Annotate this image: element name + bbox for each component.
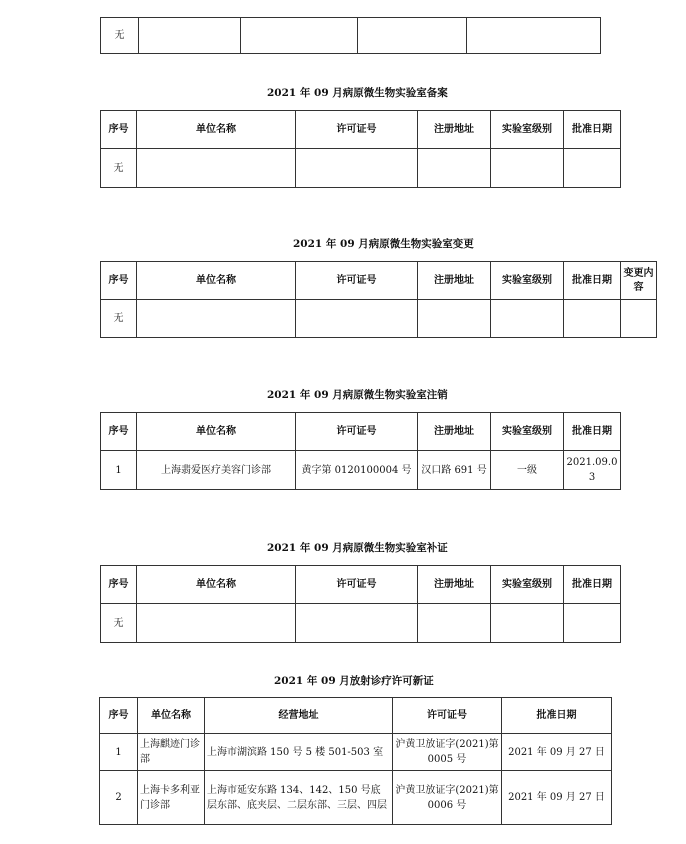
table-header-row <box>101 111 621 149</box>
header-cell: 实验室级别 <box>491 413 564 451</box>
section-title-radiation: 2021 年 09 月放射诊疗许可新证 <box>274 675 434 687</box>
table-header-row <box>101 566 621 604</box>
table-cell: 1 <box>100 734 138 771</box>
table-cell: 1 <box>101 451 137 490</box>
cancel-table <box>100 412 621 490</box>
table-cell <box>564 300 621 338</box>
header-cell: 许可证号 <box>296 262 418 300</box>
table-cell: 汉口路 691 号 <box>418 451 491 490</box>
section-title-change: 2021 年 09 月病原微生物实验室变更 <box>293 238 474 250</box>
header-cell: 经营地址 <box>205 698 393 734</box>
table-cell: 2 <box>100 771 138 825</box>
header-cell: 序号 <box>100 698 138 734</box>
header-cell: 实验室级别 <box>491 111 564 149</box>
table-cell: 上海麒迹门诊部 <box>138 734 205 771</box>
header-cell: 注册地址 <box>418 566 491 604</box>
table-cell <box>296 300 418 338</box>
section-title-cancel: 2021 年 09 月病原微生物实验室注销 <box>267 389 448 401</box>
table-header-row <box>100 698 612 734</box>
table-row <box>101 451 621 490</box>
table-cell <box>418 149 491 188</box>
section-title-reissue: 2021 年 09 月病原微生物实验室补证 <box>267 542 448 554</box>
table-header-row <box>101 413 621 451</box>
table-cell <box>491 300 564 338</box>
table-cell <box>564 149 621 188</box>
table-cell: 一级 <box>491 451 564 490</box>
header-cell: 单位名称 <box>137 262 296 300</box>
header-cell: 序号 <box>101 566 137 604</box>
header-cell: 单位名称 <box>138 698 205 734</box>
table-cell <box>137 604 296 643</box>
header-cell: 批准日期 <box>564 413 621 451</box>
header-cell: 批准日期 <box>564 262 621 300</box>
table-cell: 上海市湖滨路 150 号 5 楼 501-503 室 <box>205 734 393 771</box>
table-cell <box>418 604 491 643</box>
table-cell: 沪黄卫放证字(2021)第 0006 号 <box>393 771 502 825</box>
header-cell: 单位名称 <box>137 413 296 451</box>
table-row <box>101 149 621 188</box>
table-row <box>101 18 601 54</box>
header-cell: 实验室级别 <box>491 566 564 604</box>
table-cell <box>467 18 601 54</box>
header-cell: 许可证号 <box>393 698 502 734</box>
header-cell: 批准日期 <box>564 111 621 149</box>
table-cell <box>296 604 418 643</box>
section-title-filing: 2021 年 09 月病原微生物实验室备案 <box>267 87 448 99</box>
table-row <box>101 604 621 643</box>
header-cell: 注册地址 <box>418 111 491 149</box>
table-cell <box>296 149 418 188</box>
table-row <box>100 734 612 771</box>
table-cell: 沪黄卫放证字(2021)第 0005 号 <box>393 734 502 771</box>
change-table <box>100 261 657 338</box>
header-cell: 许可证号 <box>296 413 418 451</box>
table-cell <box>564 604 621 643</box>
table-cell <box>358 18 467 54</box>
table-cell: 2021 年 09 月 27 日 <box>502 734 612 771</box>
radiation-table <box>99 697 612 825</box>
table-cell: 上海市延安东路 134、142、150 号底层东部、底夹层、二层东部、三层、四层 <box>205 771 393 825</box>
table-cell: 2021.09.03 <box>564 451 621 490</box>
table-cell: 无 <box>101 18 139 54</box>
header-cell: 序号 <box>101 413 137 451</box>
table-cell: 上海翡爱医疗美容门诊部 <box>137 451 296 490</box>
table-cell: 黄字第 0120100004 号 <box>296 451 418 490</box>
table-cell <box>137 300 296 338</box>
header-cell: 许可证号 <box>296 111 418 149</box>
table-cell <box>139 18 241 54</box>
header-cell: 注册地址 <box>418 262 491 300</box>
table-row <box>100 771 612 825</box>
table-row <box>101 300 657 338</box>
header-cell-change-content: 变更内容 <box>621 262 657 300</box>
reissue-table <box>100 565 621 643</box>
table-cell <box>418 300 491 338</box>
table-cell: 2021 年 09 月 27 日 <box>502 771 612 825</box>
header-cell: 实验室级别 <box>491 262 564 300</box>
header-cell: 批准日期 <box>564 566 621 604</box>
table-cell <box>491 604 564 643</box>
header-cell: 注册地址 <box>418 413 491 451</box>
table-cell <box>621 300 657 338</box>
table-header-row <box>101 262 657 300</box>
table-cell <box>491 149 564 188</box>
header-cell: 许可证号 <box>296 566 418 604</box>
table-cell: 无 <box>101 149 137 188</box>
table-cell: 上海卡多利亚门诊部 <box>138 771 205 825</box>
header-cell: 单位名称 <box>137 566 296 604</box>
header-cell: 序号 <box>101 111 137 149</box>
table-cell <box>241 18 358 54</box>
header-cell: 批准日期 <box>502 698 612 734</box>
header-cell: 单位名称 <box>137 111 296 149</box>
filing-table <box>100 110 621 188</box>
table-cell: 无 <box>101 300 137 338</box>
header-cell: 序号 <box>101 262 137 300</box>
table-cell: 无 <box>101 604 137 643</box>
table-cell <box>137 149 296 188</box>
top-table <box>100 17 601 54</box>
